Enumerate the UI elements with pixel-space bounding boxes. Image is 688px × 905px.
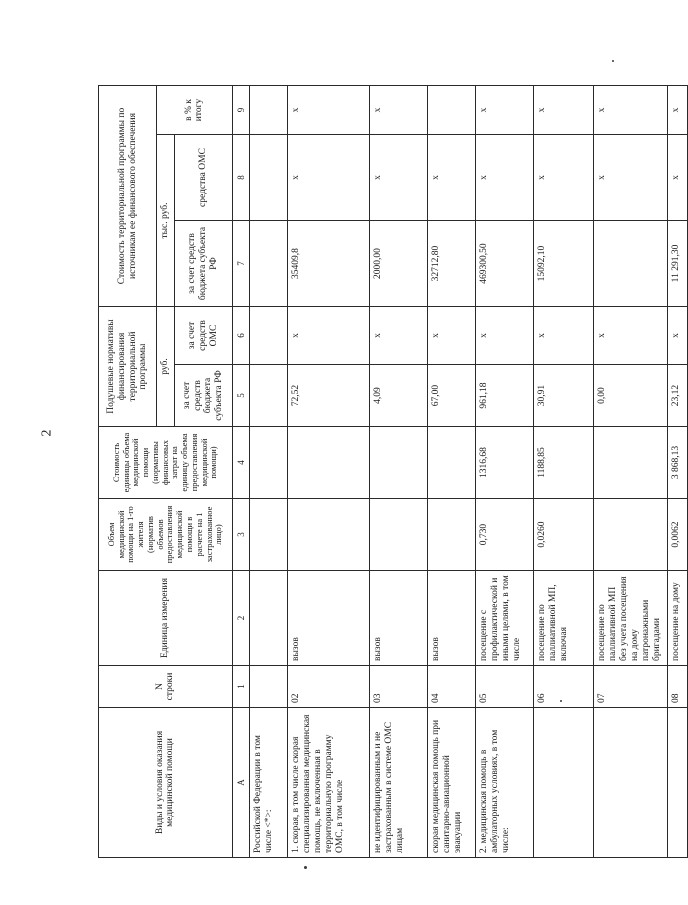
cell-kind: 2. медицинская помощь в амбулаторных условиях, в том числе: [476, 708, 534, 858]
cell-tc-budget: 35409,8 [288, 221, 370, 307]
table-row [288, 85, 370, 857]
table-row [250, 85, 288, 857]
table-row [370, 85, 428, 857]
scan-speck [304, 866, 307, 869]
cell-cost: 3 868,13 [668, 427, 688, 499]
cell-tc-budget: 32712,80 [428, 221, 476, 307]
cell-tc-oms: х [668, 135, 688, 221]
cell-pc-oms: х [534, 307, 594, 365]
cell-volume [370, 499, 428, 571]
cell-cost [288, 427, 370, 499]
header-pct: в % к итогу [157, 85, 233, 134]
column-index-cell: 8 [232, 135, 249, 221]
cell-cost [250, 427, 288, 499]
table-row [428, 85, 476, 857]
column-index-cell: 6 [232, 307, 249, 365]
table-row [594, 85, 668, 857]
column-index-cell: 5 [232, 365, 249, 427]
cell-unit [250, 571, 288, 666]
cell-kind: не идентифицированным и не застрахованным в системе ОМС лицам [370, 708, 428, 858]
cell-volume [250, 499, 288, 571]
header-line: N строки [99, 666, 233, 708]
cell-pc-budget: 67,00 [428, 365, 476, 427]
header-pc-oms: за счет средств ОМС [174, 307, 232, 365]
header-tc-oms: средства ОМС [174, 135, 232, 221]
cell-line: 04 [428, 666, 476, 708]
rotated-page-content [98, 86, 682, 858]
cell-kind: 1. скорая, в том числе скорая специализированная медицинская помощь, не включенная в территориальную программу ОМС, в том числе [288, 708, 370, 858]
cell-line: 05 [476, 666, 534, 708]
cell-pc-budget: 961,18 [476, 365, 534, 427]
cell-tc-oms: х [476, 135, 534, 221]
cell-pct: х [534, 85, 594, 134]
header-pc-budget: за счет средств бюджета субъекта РФ [174, 365, 232, 427]
cell-pct: х [476, 85, 534, 134]
cell-pct: х [668, 85, 688, 134]
cell-line: 02 [288, 666, 370, 708]
cell-pc-oms: х [668, 307, 688, 365]
header-per-capita-group: Подушевые нормативы финансирования территориальной программы [99, 307, 157, 427]
column-index-row [232, 85, 249, 857]
cell-cost [428, 427, 476, 499]
cell-tc-oms: х [428, 135, 476, 221]
cell-volume [594, 499, 668, 571]
cell-tc-oms: х [370, 135, 428, 221]
cell-cost [370, 427, 428, 499]
financing-table [98, 85, 688, 858]
cell-kind [594, 708, 668, 858]
cell-volume [288, 499, 370, 571]
column-index-cell: 2 [232, 571, 249, 666]
cell-line: 07 [594, 666, 668, 708]
cell-pc-oms: х [370, 307, 428, 365]
cell-pc-budget: 4,09 [370, 365, 428, 427]
cell-tc-budget: 11 291,30 [668, 221, 688, 307]
header-rub: руб. [157, 307, 175, 427]
header-unit: Единица измерения [99, 571, 233, 666]
cell-kind [668, 708, 688, 858]
header-volume: Объем медицинской помощи на 1-го жителя (норматив объемов предоставления медицинской помощи в расчете на 1 застрахованное лицо) [99, 499, 233, 571]
cell-tc-budget: 15092,10 [534, 221, 594, 307]
cell-tc-budget [250, 221, 288, 307]
cell-pct: х [594, 85, 668, 134]
scan-speck [560, 700, 562, 702]
cell-pc-oms: х [428, 307, 476, 365]
cell-tc-oms: х [534, 135, 594, 221]
cell-kind [534, 708, 594, 858]
cell-unit: посещение по паллиативной МП без учета посещения на дому патронажными бригадами [594, 571, 668, 666]
cell-pc-budget: 0,00 [594, 365, 668, 427]
cell-cost: 1316,68 [476, 427, 534, 499]
cell-line: 03 [370, 666, 428, 708]
cell-tc-oms: х [594, 135, 668, 221]
cell-unit: посещение на дому [668, 571, 688, 666]
column-index-cell: 7 [232, 221, 249, 307]
cell-kind: Российской Федерации в том числе <*>: [250, 708, 288, 858]
cell-tc-budget: 469300,50 [476, 221, 534, 307]
table-row [668, 85, 688, 857]
table-body [250, 85, 688, 857]
header-cost: Стоимость единицы объема медицинской помощи (нормативы финансовых затрат на единицу объема предоставления медицинской помощи) [99, 427, 233, 499]
cell-cost: 1188,85 [534, 427, 594, 499]
cell-pc-budget: 23,12 [668, 365, 688, 427]
column-index-cell: 3 [232, 499, 249, 571]
cell-unit: вызов [288, 571, 370, 666]
cell-unit: вызов [428, 571, 476, 666]
page-number: 2 [39, 429, 55, 437]
cell-volume [428, 499, 476, 571]
cell-pct: х [370, 85, 428, 134]
cell-tc-oms: х [288, 135, 370, 221]
cell-volume: 0,0062 [668, 499, 688, 571]
cell-pc-oms: х [288, 307, 370, 365]
header-tc-budget: за счет средств бюджета субъекта РФ [174, 221, 232, 307]
cell-kind: скорая медицинская помощь при санитарно-авиационной эвакуации [428, 708, 476, 858]
column-index-cell: А [232, 708, 249, 858]
cell-pct [428, 85, 476, 134]
table-row [534, 85, 594, 857]
table-row [476, 85, 534, 857]
cell-line [250, 666, 288, 708]
header-cost-group: Стоимость территориальной программы по источникам ее финансового обеспечения [99, 85, 157, 306]
header-kind: Виды и условия оказания медицинской помощи [99, 708, 233, 858]
scan-speck [612, 60, 614, 62]
column-index-cell: 9 [232, 85, 249, 134]
cell-pc-oms [250, 307, 288, 365]
cell-tc-budget: 2000,00 [370, 221, 428, 307]
column-index-cell: 4 [232, 427, 249, 499]
cell-cost [594, 427, 668, 499]
cell-unit: посещение по паллиативной МП, включая [534, 571, 594, 666]
cell-pc-oms: х [594, 307, 668, 365]
cell-pc-budget: 30,91 [534, 365, 594, 427]
cell-unit: вызов [370, 571, 428, 666]
header-thous-rub: тыс. руб. [157, 135, 175, 307]
cell-tc-budget [594, 221, 668, 307]
cell-pct: х [288, 85, 370, 134]
cell-line: 06 [534, 666, 594, 708]
cell-line: 08 [668, 666, 688, 708]
column-index-cell: 1 [232, 666, 249, 708]
cell-pc-budget [250, 365, 288, 427]
cell-volume: 0,730 [476, 499, 534, 571]
cell-pct [250, 85, 288, 134]
cell-unit: посещение с профилактической и иными целями, в том числе [476, 571, 534, 666]
cell-volume: 0,0260 [534, 499, 594, 571]
cell-pc-oms: х [476, 307, 534, 365]
cell-tc-oms [250, 135, 288, 221]
cell-pc-budget: 72,52 [288, 365, 370, 427]
